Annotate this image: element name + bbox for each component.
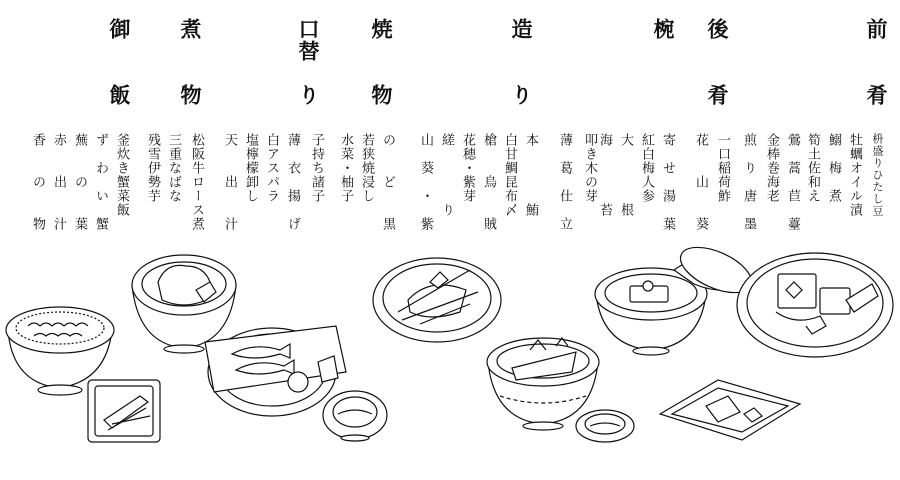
yakimono-plate-illustration [373, 258, 501, 342]
dish-wakasa-yakibitashi: 若狭焼浸し [359, 133, 374, 203]
dish-nori: 海 苔 [597, 133, 612, 217]
dish-mizuna-yuzu: 水菜・柚子 [338, 133, 353, 203]
dish-yori: 縒 り [439, 133, 454, 217]
dish-mie-nabana: 三重なばな [166, 133, 181, 203]
pickle-plate-illustration [88, 380, 160, 442]
dish-tendashi: 天 出 汁 [222, 133, 237, 231]
dish-masumori-hitashimame: 枡盛りひたし豆 [871, 133, 884, 217]
dish-white-asparagus: 白アスパラ [264, 133, 279, 203]
dish-kaki-oil: 牡蠣オイル漬 [847, 133, 862, 217]
dish-tataki-kinome: 叩き木の芽 [582, 133, 597, 203]
dish-yari-ika: 槍 烏 賊 [481, 133, 496, 231]
hassun-plate-illustration [660, 380, 800, 440]
course-tsukuri-first: 造 [509, 18, 534, 40]
dish-iwashi-umeni: 鰯 梅 煮 [826, 133, 841, 203]
dish-komochi-moroko: 子持ち諸子 [309, 133, 324, 203]
course-zensai-first: 前 [864, 18, 889, 40]
course-kozakana-second: 肴 [705, 84, 730, 106]
course-yakimono-second: 物 [369, 84, 394, 106]
dipping-dish-illustration [323, 391, 387, 441]
owan-bowl-illustration [595, 238, 758, 355]
course-gohan-second: 飯 [107, 84, 132, 106]
nimono-bowl-illustration [132, 255, 236, 353]
dish-zuwai-gani: ず わ い 蟹 [93, 133, 108, 231]
dish-shiroamadai-kobujime: 白甘鯛昆布〆 [502, 133, 517, 217]
dish-kabu-no-ha: 蕪 の 葉 [72, 133, 87, 231]
dish-daikon: 大 根 [618, 133, 633, 217]
dish-akadashi: 赤 出 汁 [51, 133, 66, 231]
dish-kounomono: 香 の 物 [30, 133, 45, 231]
course-nimono-second: 物 [178, 84, 203, 106]
dish-hon-maguro: 本 鮪 [523, 133, 538, 217]
dish-matsusaka-beef: 松阪牛ロース煮 [189, 133, 204, 231]
dish-usukuzu-jitate: 薄 葛 仕 立 [557, 133, 572, 231]
dish-usugoromo-age: 薄 衣 揚 げ [285, 133, 300, 231]
course-nimono-first: 煮 [178, 18, 203, 40]
dish-nodoguro: の ど 黒 [380, 133, 395, 231]
course-zensai-second: 肴 [864, 84, 889, 106]
dish-takenoko-tosaae: 筍土佐和え [805, 133, 820, 203]
course-kuchigawari-first: 口替 [296, 18, 321, 62]
dish-iri-karasumi: 煎 り 唐 墨 [741, 133, 756, 231]
dish-uguisu-chisatou: 鶯 蒿 苣 薹 [785, 133, 800, 231]
course-gohan-first: 御 [107, 18, 132, 40]
dish-hitokuchi-inari: 一口稲荷鮓 [715, 133, 730, 203]
zensai-plate-illustration [737, 253, 893, 357]
dish-hana-wasabi: 花 山 葵 [693, 133, 708, 231]
dish-yose-yuba: 寄 せ 湯 葉 [660, 133, 675, 231]
course-kuchigawari-second: り [296, 84, 321, 106]
dish-kohaku-ume-ninjin: 紅白梅人参 [639, 133, 654, 203]
course-yakimono-first: 焼 [369, 18, 394, 40]
dish-wasabi-murasaki: 山 葵 ・ 紫 [418, 133, 433, 231]
course-kozakana-first: 後 [705, 18, 730, 40]
dish-hanaho-murame: 花穂・紫芽 [460, 133, 475, 203]
soy-dish-illustration [576, 410, 634, 442]
fried-plate-illustration [205, 326, 346, 416]
dish-kamadaki-kani-nameshi: 釜炊き蟹菜飯 [114, 133, 129, 217]
course-wan: 椀 [651, 18, 676, 40]
course-tsukuri-second: り [509, 84, 534, 106]
dish-zansetsu-iseimo: 残雪伊勢芋 [145, 133, 160, 203]
dish-shio-lemon-oroshi: 塩檸檬卸し [243, 133, 258, 203]
dish-kinbou-ebi: 金棒巻海老 [764, 133, 779, 203]
